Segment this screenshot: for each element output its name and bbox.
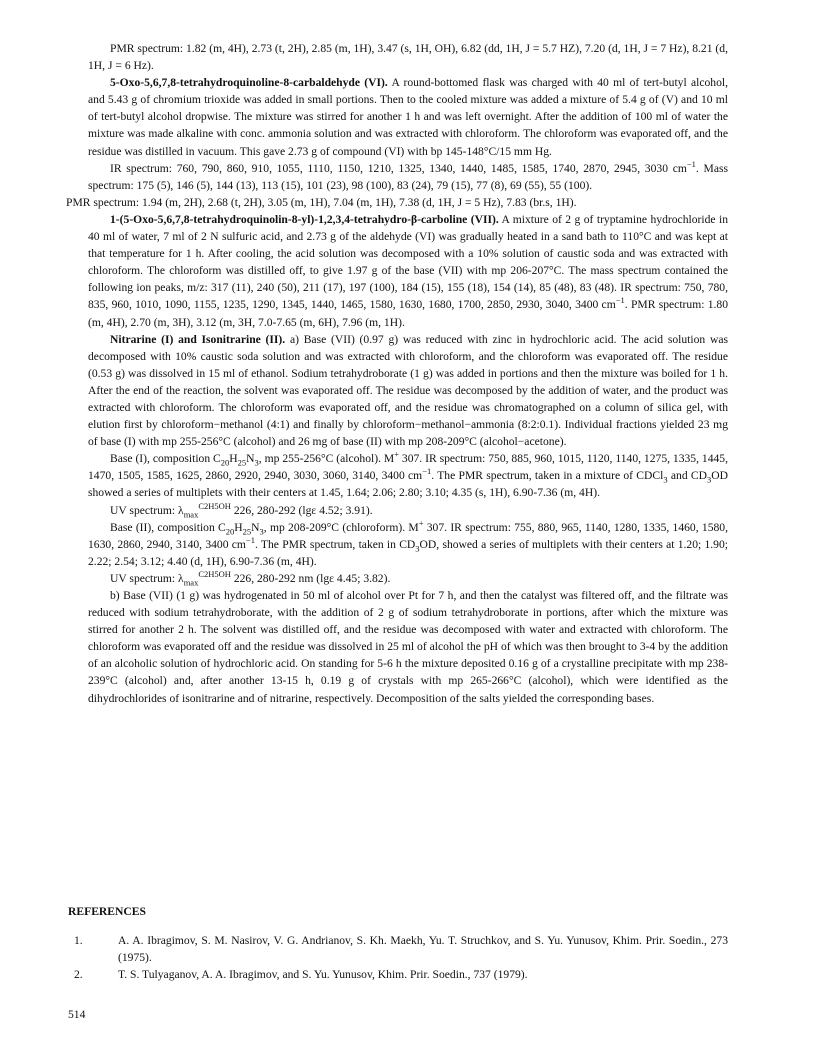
superscript: −1: [422, 466, 432, 477]
text-run: H: [234, 520, 243, 534]
paragraph-method-b: [88, 587, 728, 707]
text-run: H: [229, 452, 238, 466]
reference-text: A. A. Ibragimov, S. M. Nasirov, V. G. Andrianov, S. Kh. Maekh, Yu. T. Struchkov, and S. Yu. Yunusov, Khim. Prir. Soedin., 273 (1975).: [118, 934, 728, 965]
subscript: 20: [220, 457, 230, 468]
compound-title: Nitrarine (I) and Isonitrarine (II).: [110, 332, 286, 346]
references-list: [68, 932, 728, 983]
paragraph-uv-i: [88, 502, 728, 519]
reference-number: 2.: [74, 968, 83, 982]
text-run: a) Base (VII) (0.97 g) was reduced with zinc in hydrochloric acid. The acid solution was decomposed with 10% caustic soda solution and was extracted with chloroform, and the chloroform was evaporated off. The residue (0.53 g) was dissolved in 15 ml of ethanol. Sodium tetrahydroborate (1 g) was added in portions and then the mixture was boiled for 1 h. After the end of the reaction, the solvent was evaporated off. The residue was decomposed by the addition of water, and the product was extracted with chloroform. The chloroform was evaporated off, and the residue was chromatographed on a column of silica gel, with elution first by chloroform−methanol (4:1) and finally by chloroform−methanol−ammonia (8:2:0.1). Individual fractions yielded 23 mg of base (I) with mp 255-256°C (alcohol) and 26 mg of base (II) with mp 208-209°C (alcohol−acetone).: [88, 332, 728, 449]
text-run: . Mass spectrum: 175 (5), 146 (5), 144 (13), 113 (15), 101 (23), 98 (100), 83 (24), 79 (15), 77 (8), 69 (55), 55 (100).: [88, 161, 728, 192]
subscript: 3: [259, 525, 264, 536]
subscript: 20: [225, 525, 235, 536]
superscript: −1: [245, 534, 255, 545]
paragraph-base-i: [88, 450, 728, 501]
text-run: b) Base (VII) (1 g) was hydrogenated in 50 ml of alcohol over Pt for 7 h, and then the catalyst was filtered off, and the filtrate was reduced with sodium tetrahydroborate, with the addition of 2 g of sodium tetrahydroborate in portions, after which the mixture was stirred for another 2 h. The solvent was distilled off, and the residue was decomposed with water and extracted with chloroform. The chloroform was evaporated off and the residue was dissolved in 25 ml of alcohol the pH of which was then brought to 3-4 by the addition of an alcoholic solution of hydrochloric acid. On standing for 5-6 h the mixture deposited 0.16 g of a crystalline precipitate with mp 238-239°C (alcohol) and, after another 13-15 h, 0.19 g of crystals with mp 265-266°C (alcohol), which were identified as the dihydrochlorides of isonitrarine and of nitrarine, respectively. Decomposition of the salts yielded the corresponding bases.: [88, 589, 728, 705]
text-run: . PMR spectrum: 1.80 (m, 4H), 2.70 (m, 3H), 3.12 (m, 3H, 7.0-7.65 (m, 6H), 7.96 (m, 1H).: [88, 298, 728, 329]
compound-title: 1-(5-Oxo-5,6,7,8-tetrahydroquinolin-8-yl)-1,2,3,4-tetrahydro-β-carboline (VII).: [110, 212, 499, 226]
subscript: 3: [415, 543, 420, 554]
compound-title: 5-Oxo-5,6,7,8-tetrahydroquinoline-8-carbaldehyde (VI).: [110, 76, 388, 90]
text-run: Base (I), composition C: [110, 452, 221, 466]
reference-item: [68, 966, 728, 983]
reference-text: T. S. Tulyaganov, A. A. Ibragimov, and S. Yu. Yunusov, Khim. Prir. Soedin., 737 (1979).: [118, 968, 528, 982]
reference-item: [68, 932, 728, 966]
text-run: OD, showed a series of multiplets with their centers at 1.20; 1.90; 2.22; 2.54; 3.12; 4.40 (d, 1H), 6.90-7.36 (m, 4H).: [88, 537, 728, 568]
reference-number: 1.: [74, 934, 83, 947]
superscript: +: [418, 517, 424, 528]
text-run: , mp 255-256°C (alcohol). M: [258, 452, 395, 466]
paragraph-spectra-vi: [66, 158, 728, 211]
subscript: 3: [254, 457, 259, 468]
paragraph-base-ii: [88, 519, 728, 570]
subscript: 3: [663, 474, 668, 485]
text-run: N: [251, 520, 260, 534]
text-run: 307. IR spectrum: 750, 885, 960, 1015, 1120, 1140, 1275, 1335, 1445, 1470, 1505, 1585, 1625, 2860, 2920, 2940, 3030, 3060, 3140, 3400 cm: [88, 452, 728, 483]
text-run: . The PMR spectrum, taken in CD: [254, 537, 416, 551]
paragraph-pmr-v: [88, 40, 728, 74]
superscript: −1: [615, 295, 625, 306]
references-heading: REFERENCES: [68, 905, 146, 918]
text-run: A mixture of 2 g of tryptamine hydrochloride in 40 ml of water, 7 ml of 2 N sulfuric acid, and 2.73 g of the aldehyde (VI) was gradually heated in a sand bath to 110°C and was kept at that temperature for 1 h. After cooling, the acid solution was decomposed with a 10% solution of caustic soda and was extracted with chloroform. The chloroform was distilled off, to give 1.97 g of the base (VII) with mp 206-207°C. The mass spectrum contained the following ion peaks, m/z: 317 (11), 240 (50), 211 (17), 197 (100), 184 (15), 155 (18), 154 (14), 85 (48), 83 (48). IR spectrum: 750, 780, 835, 960, 1010, 1090, 1155, 1235, 1290, 1345, 1440, 1465, 1580, 1630, 1680, 1700, 2850, 2930, 3040, 3400 cm: [88, 212, 728, 312]
superscript: C2H5OH: [198, 569, 231, 580]
paragraph-nitrarine: [88, 331, 728, 451]
text-run: 307. IR spectrum: 755, 880, 965, 1140, 1280, 1335, 1460, 1580, 1630, 2860, 2940, 3140, 3400 cm: [88, 520, 728, 551]
superscript: C2H5OH: [198, 500, 231, 511]
text-run: 226, 280-292 nm (lgε 4.45; 3.82).: [230, 571, 391, 585]
subscript: 25: [237, 457, 247, 468]
text-run: UV spectrum: λ: [110, 571, 184, 585]
text-run: 226, 280-292 (lgε 4.52; 3.91).: [230, 503, 373, 517]
text-run: Base (II), composition C: [110, 520, 226, 534]
subscript: max: [183, 508, 199, 519]
superscript: +: [394, 449, 399, 460]
text-run: , mp 208-209°C (chloroform). M: [263, 520, 419, 534]
text-run: PMR spectrum: 1.94 (m, 2H), 2.68 (t, 2H), 3.05 (m, 1H), 7.04 (m, 1H), 7.38 (d, 1H, J = 5 Hz), 7.83 (br.s, 1H).: [66, 195, 577, 209]
text-run: and CD: [667, 469, 707, 483]
text-run: UV spectrum: λ: [110, 503, 184, 517]
text-run: N: [246, 452, 255, 466]
subscript: max: [183, 577, 199, 588]
paragraph-compound-vii: [88, 211, 728, 331]
superscript: −1: [686, 158, 696, 169]
page-number: 514: [68, 1008, 86, 1021]
text-run: OD showed a series of multiplets with their centers at 1.45, 1.64; 2.06; 2.80; 3.10; 4.35 (s, 1H), 6.90-7.36 (m, 4H).: [88, 469, 728, 500]
text-run: . The PMR spectrum, taken in a mixture of CDCl: [431, 469, 664, 483]
paragraph-uv-ii: [88, 570, 728, 587]
paragraph-compound-vi: [88, 74, 728, 159]
text-run: A round-bottomed flask was charged with 40 ml of tert-butyl alcohol, and 5.43 g of chromium trioxide was added in small portions. Then to the cooled mixture was added a mixture of 5.4 g of (V) and 10 ml of tert-butyl alcohol dropwise. The mixture was stirred for another 1 h and was left overnight. After the addition of 100 ml of water the mixture was made alkaline with conc. ammonia solution and was extracted with chloroform. The chloroform was evaporated off, and the residue was distilled in vacuum. This gave 2.73 g of compound (VI) with bp 145-148°C/15 mm Hg.: [88, 76, 729, 158]
subscript: 3: [707, 474, 712, 485]
text-run: IR spectrum: 760, 790, 860, 910, 1055, 1110, 1150, 1210, 1325, 1340, 1440, 1485, 1585, 1740, 2870, 2945, 3030 cm: [110, 161, 687, 175]
subscript: 25: [242, 525, 252, 536]
text-run: PMR spectrum: 1.82 (m, 4H), 2.73 (t, 2H), 2.85 (m, 1H), 3.47 (s, 1H, OH), 6.82 (dd, 1H, J = 5.7 HZ), 7.20 (d, 1H, J = 7 Hz), 8.21 (d, 1H, J = 6 Hz).: [88, 42, 728, 73]
body-text: [66, 40, 729, 707]
